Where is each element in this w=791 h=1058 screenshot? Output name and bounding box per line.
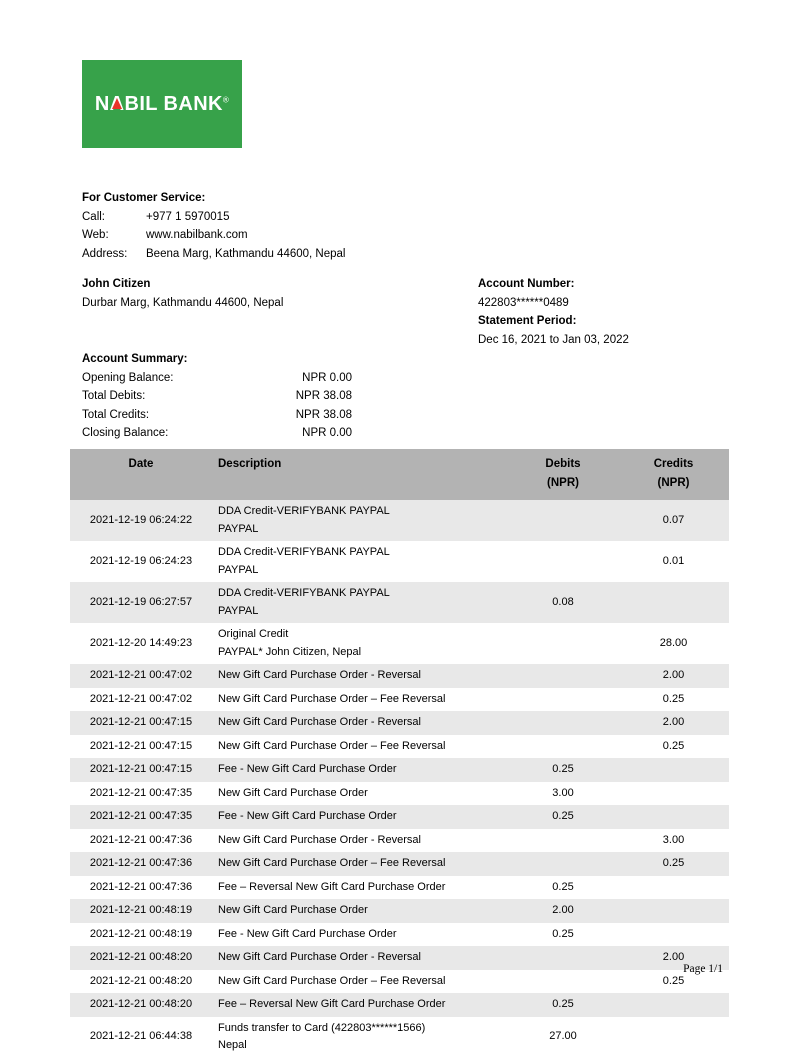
cell-description [212,805,508,829]
description-line-1: Fee - New Gift Card Purchase Order [218,810,397,822]
total-credits-value: NPR 38.08 [295,408,352,421]
cell-debit [508,829,618,853]
logo-letter-a [110,94,125,114]
cell-description [212,582,508,623]
customer-service-row-call [82,208,345,227]
account-number-label: Account Number: [478,278,575,290]
cell-credit: 0.25 [618,688,729,712]
nabil-bank-logo [82,60,242,148]
cell-description [212,923,508,947]
cell-credit [618,805,729,829]
column-header-credits-line2: (NPR) [657,477,690,489]
table-row [70,923,729,947]
table-row [70,993,729,1017]
description-line-1: Fee – Reversal New Gift Card Purchase Order [218,880,446,893]
customer-service-block [82,189,345,263]
description-line-1: DDA Credit-VERIFYBANK PAYPAL [218,587,390,599]
call-value: +977 1 5970015 [146,210,230,223]
summary-row-closing-balance [82,424,352,443]
cell-debit: 0.25 [508,758,618,782]
cell-date: 2021-12-20 14:49:23 [70,623,212,664]
total-credits-label: Total Credits: [82,408,150,421]
cell-date: 2021-12-21 00:47:02 [70,664,212,688]
logo-text-after-a: BIL BANK [124,93,223,115]
customer-name: John Citizen [82,278,151,290]
cell-credit: 2.00 [618,711,729,735]
description-line-1: New Gift Card Purchase Order - Reversal [218,669,421,681]
closing-balance-label: Closing Balance: [82,427,169,439]
table-row [70,829,729,853]
cell-credit: 2.00 [618,946,729,970]
cell-debit: 27.00 [508,1017,618,1058]
cell-debit [508,664,618,688]
cell-credit: 0.25 [618,735,729,759]
call-label: Call: [82,210,106,223]
description-line-1: New Gift Card Purchase Order [218,786,368,799]
cell-credit [618,876,729,900]
closing-balance-value: NPR 0.00 [302,427,352,439]
customer-address: Durbar Marg, Kathmandu 44600, Nepal [82,296,284,309]
cell-credit: 0.01 [618,541,729,582]
description-line-1: Original Credit [218,628,289,640]
transactions-table-head [70,449,729,500]
total-debits-value: NPR 38.08 [295,390,352,402]
cell-debit [508,735,618,759]
description-line-1: New Gift Card Purchase Order – Fee Reversal [218,974,446,987]
address-label: Address: [82,247,128,260]
column-header-debits-line2: (NPR) [547,477,579,489]
cell-date: 2021-12-19 06:24:22 [70,500,212,541]
cell-description [212,711,508,735]
cell-date: 2021-12-21 00:47:36 [70,829,212,853]
cell-credit: 0.25 [618,970,729,994]
registered-trademark-icon: ® [222,95,230,105]
logo-letter-a-glyph: A [109,93,125,115]
page-footer [0,963,723,975]
cell-date: 2021-12-21 00:47:15 [70,711,212,735]
cell-debit: 3.00 [508,782,618,806]
statement-period-value: Dec 16, 2021 to Jan 03, 2022 [478,333,629,346]
account-summary-block [82,350,352,443]
cell-debit: 0.25 [508,876,618,900]
cell-date: 2021-12-21 00:48:19 [70,923,212,947]
cell-description [212,852,508,876]
column-header-credits-line1: Credits [653,458,694,470]
cell-credit: 2.00 [618,664,729,688]
cell-date: 2021-12-21 00:48:20 [70,993,212,1017]
cell-credit: 0.07 [618,500,729,541]
cell-description [212,829,508,853]
cell-debit: 0.25 [508,805,618,829]
cell-description [212,664,508,688]
cell-credit: 3.00 [618,829,729,853]
cell-date: 2021-12-21 00:47:02 [70,688,212,712]
summary-row-opening-balance [82,369,352,388]
description-line-1: Fee - New Gift Card Purchase Order [218,763,397,775]
description-line-1: New Gift Card Purchase Order - Reversal [218,951,421,963]
column-header-debits-line1: Debits [545,458,581,470]
description-line-1: DDA Credit-VERIFYBANK PAYPAL [218,505,390,517]
total-debits-label: Total Debits: [82,390,146,402]
cell-debit [508,500,618,541]
cell-description [212,735,508,759]
table-row [70,582,729,623]
cell-credit [618,993,729,1017]
cell-debit [508,623,618,664]
cell-date: 2021-12-21 00:48:19 [70,899,212,923]
table-row [70,758,729,782]
cell-description [212,500,508,541]
customer-service-row-web [82,226,345,245]
description-line-1: New Gift Card Purchase Order – Fee Reversal [218,692,446,705]
web-label: Web: [82,229,109,241]
cell-description [212,688,508,712]
table-header-row [70,449,729,500]
cell-date: 2021-12-21 00:48:20 [70,970,212,994]
table-row [70,735,729,759]
cell-credit [618,1017,729,1058]
table-row [70,805,729,829]
cell-credit: 28.00 [618,623,729,664]
cell-date: 2021-12-21 00:47:36 [70,852,212,876]
opening-balance-value: NPR 0.00 [302,371,352,384]
table-row [70,711,729,735]
logo-wordmark [95,94,229,114]
cell-date: 2021-12-21 00:47:36 [70,876,212,900]
opening-balance-label: Opening Balance: [82,371,174,384]
cell-description [212,899,508,923]
account-summary-title: Account Summary: [82,353,188,365]
cell-description [212,541,508,582]
cell-description [212,1017,508,1058]
cell-date: 2021-12-21 00:47:15 [70,735,212,759]
description-line-2: Nepal [218,1039,247,1051]
cell-description [212,623,508,664]
cell-debit: 2.00 [508,899,618,923]
page-number: Page 1/1 [683,963,723,975]
cell-description [212,876,508,900]
description-line-2: PAYPAL [218,604,259,617]
description-line-1: Fee - New Gift Card Purchase Order [218,927,397,940]
cell-description [212,758,508,782]
cell-date: 2021-12-19 06:24:23 [70,541,212,582]
table-row [70,623,729,664]
cell-date: 2021-12-19 06:27:57 [70,582,212,623]
cell-date: 2021-12-21 00:47:35 [70,782,212,806]
cell-debit: 0.25 [508,993,618,1017]
cell-credit [618,923,729,947]
cell-credit [618,758,729,782]
table-row [70,852,729,876]
column-header-credits [618,449,729,500]
description-line-1: DDA Credit-VERIFYBANK PAYPAL [218,546,390,558]
logo-text-before-a: N [94,93,110,115]
table-row [70,500,729,541]
description-line-1: New Gift Card Purchase Order – Fee Reversal [218,739,446,752]
cell-date: 2021-12-21 00:47:15 [70,758,212,782]
cell-debit [508,688,618,712]
description-line-1: New Gift Card Purchase Order [218,904,368,916]
account-block [478,275,629,349]
column-header-debits [508,449,618,500]
cell-description [212,993,508,1017]
table-row [70,664,729,688]
account-number-value: 422803******0489 [478,296,569,309]
description-line-1: New Gift Card Purchase Order - Reversal [218,833,421,846]
cell-date: 2021-12-21 00:47:35 [70,805,212,829]
column-header-description: Description [212,449,508,500]
cell-debit: 0.25 [508,923,618,947]
cell-date: 2021-12-21 00:48:20 [70,946,212,970]
statement-period-label: Statement Period: [478,315,577,327]
cell-description [212,782,508,806]
table-row [70,782,729,806]
description-line-2: PAYPAL [218,563,259,576]
description-line-1: Fee – Reversal New Gift Card Purchase Order [218,998,446,1010]
description-line-1: Funds transfer to Card (422803******1566) [218,1021,426,1034]
table-row [70,1017,729,1058]
table-row [70,688,729,712]
customer-service-row-address [82,245,345,264]
cell-credit [618,899,729,923]
cell-debit [508,541,618,582]
web-value: www.nabilbank.com [146,229,248,241]
description-line-1: New Gift Card Purchase Order – Fee Reversal [218,857,446,869]
cell-credit [618,782,729,806]
cell-debit: 0.08 [508,582,618,623]
address-value: Beena Marg, Kathmandu 44600, Nepal [146,247,346,260]
customer-block [82,275,283,312]
cell-credit: 0.25 [618,852,729,876]
column-header-date: Date [70,449,212,500]
table-row [70,541,729,582]
table-row [70,876,729,900]
description-line-2: PAYPAL [218,522,259,535]
summary-row-total-credits [82,406,352,425]
cell-debit [508,711,618,735]
cell-date: 2021-12-21 06:44:38 [70,1017,212,1058]
description-line-2: PAYPAL* John Citizen, Nepal [218,645,362,658]
cell-credit [618,582,729,623]
table-row [70,899,729,923]
description-line-1: New Gift Card Purchase Order - Reversal [218,716,421,728]
summary-row-total-debits [82,387,352,406]
cell-debit [508,852,618,876]
customer-service-title: For Customer Service: [82,192,206,204]
